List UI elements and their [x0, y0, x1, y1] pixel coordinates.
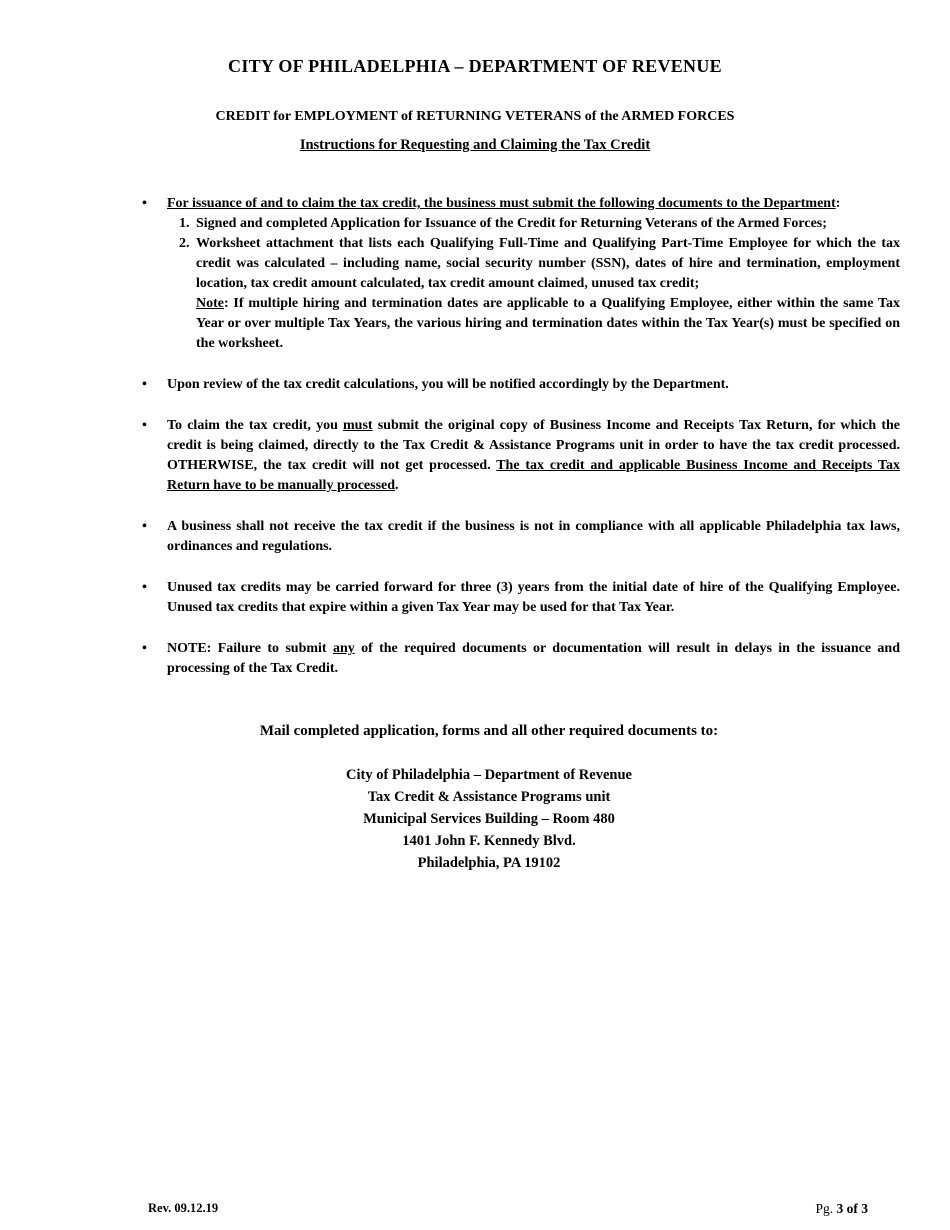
bullet-icon: • [142, 641, 147, 656]
revision-label: Rev. 09.12.19 [148, 1201, 219, 1215]
bullet-icon: • [142, 196, 147, 211]
mailing-intro: Mail completed application, forms and all other required documents to: [259, 723, 719, 739]
item-text: Signed and completed Application for Issuance of the Credit for Returning Veterans of the Armed Forces; [196, 216, 827, 231]
note-label: Note [196, 296, 224, 311]
document-title: CITY OF PHILADELPHIA – DEPARTMENT OF REVENUE [228, 56, 722, 76]
bullet-icon: • [142, 377, 147, 392]
item-number: 1. [179, 216, 190, 231]
bullet-icon: • [142, 418, 147, 433]
bullet-lead-underlined-text: For issuance of and to claim the tax credit, the business must submit the following documents to the Department [167, 196, 836, 211]
mailing-address [28, 764, 950, 874]
bullet-claim-tax-credit [142, 416, 900, 496]
bullet-text: Upon review of the tax credit calculations, you will be notified accordingly by the Department. [167, 377, 729, 392]
bullet-note-failure [142, 639, 900, 679]
bullet-text-underlined-manual: The tax credit and applicable Business Income and Receipts Tax Return have to be manually processed [167, 458, 900, 493]
bullet-text-underlined-any: any [332, 641, 355, 656]
address-line-street: 1401 John F. Kennedy Blvd. [402, 833, 576, 849]
bullet-carry-forward [142, 578, 900, 618]
instructions-heading: Instructions for Requesting and Claiming the Tax Credit [299, 137, 651, 153]
numbered-item-worksheet [179, 234, 900, 294]
bullet-text-underlined-must: must [343, 418, 373, 433]
item-number: 2. [179, 236, 190, 251]
bullet-text: Unused tax credits may be carried forward for three (3) years from the initial date of hire of the Qualifying Employee. Unused tax credits that expire within a given Tax Year may be used for that Tax Year. [167, 580, 900, 615]
numbered-item-application [179, 214, 900, 234]
page-number-value: 3 of 3 [836, 1201, 868, 1216]
page-number [815, 1201, 868, 1217]
mailing-section [0, 723, 950, 874]
bullet-lead-paragraph [167, 194, 900, 214]
bullet-lead-colon: : [835, 196, 841, 211]
address-line-building: Municipal Services Building – Room 480 [363, 811, 615, 827]
bullet-text-segment: NOTE: Failure to submit [167, 641, 333, 656]
bullet-text: A business shall not receive the tax credit if the business is not in compliance with all applicable Philadelphia tax laws, ordinances and regulations. [167, 519, 900, 554]
bullet-text-segment: submit the original copy of Business Income and Receipts Tax Return, for which the credit is being claimed, directly to the Tax Credit & Assistance Programs unit in order to have the tax credit processed. OTHERWISE, the tax credit will not get processed. [167, 418, 900, 473]
bullet-review-notification [142, 375, 900, 395]
note-paragraph [196, 294, 900, 354]
note-text: : If multiple hiring and termination dates are applicable to a Qualifying Employee, either within the same Tax Year or over multiple Tax Years, the various hiring and termination dates within the Tax Year(s) must be specified on the worksheet. [196, 296, 900, 351]
document-subtitle: CREDIT for EMPLOYMENT of RETURNING VETERANS of the ARMED FORCES [215, 109, 735, 124]
bullet-text-segment: To claim the tax credit, you [167, 418, 344, 433]
bullet-compliance [142, 517, 900, 557]
address-line-city: Philadelphia, PA 19102 [417, 855, 561, 871]
instruction-list [142, 194, 900, 679]
bullet-icon: • [142, 580, 147, 595]
bullet-text-period: . [395, 478, 399, 493]
bullet-text-segment: of the required documents or documentation will result in delays in the issuance and processing of the Tax Credit. [167, 641, 900, 676]
bullet-icon: • [142, 519, 147, 534]
address-line-department: City of Philadelphia – Department of Revenue [346, 767, 632, 783]
page-number-label: Pg. [815, 1201, 834, 1216]
address-line-unit: Tax Credit & Assistance Programs unit [367, 789, 611, 805]
bullet-required-documents [142, 194, 900, 354]
item-text: Worksheet attachment that lists each Qualifying Full-Time and Qualifying Part-Time Employee for which the tax credit was calculated – including name, social security number (SSN), dates of hire and termination, employment location, tax credit amount calculated, tax credit amount claimed, unused tax credit; [196, 236, 900, 291]
